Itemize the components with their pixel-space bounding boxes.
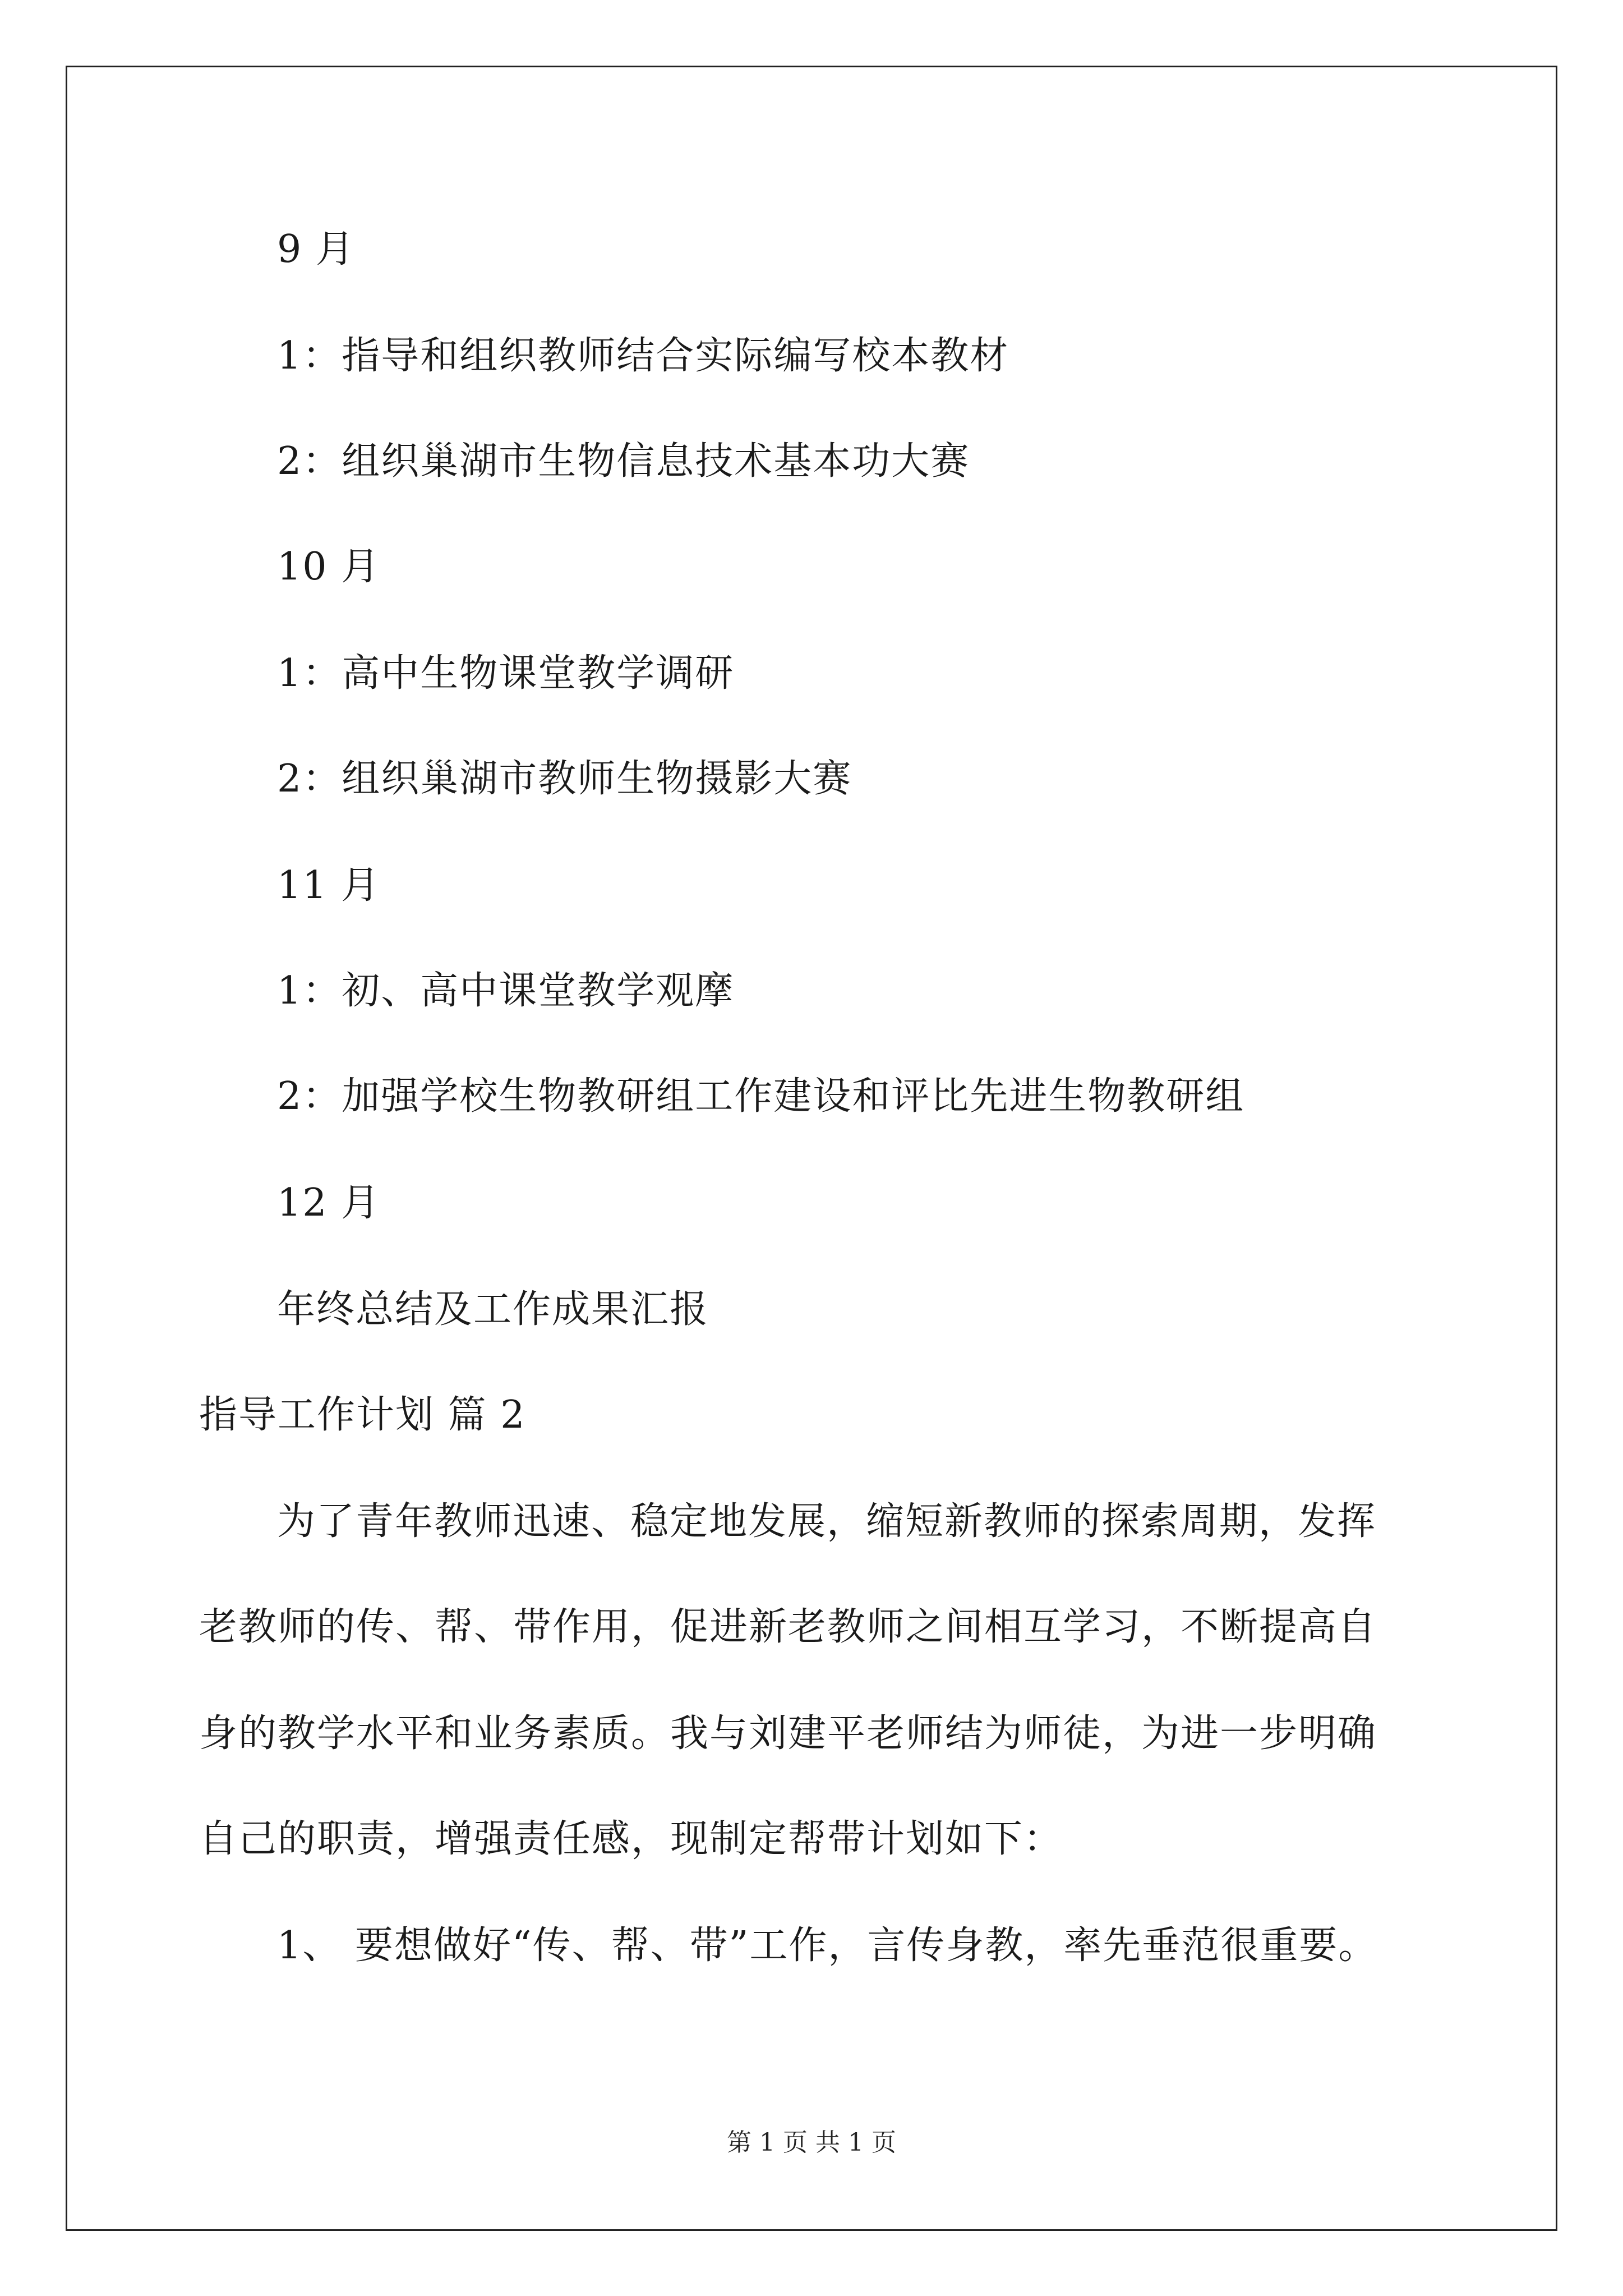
plan-item: 2：加强学校生物教研组工作建设和评比先进生物教研组 [277, 1074, 1245, 1119]
paragraph-line: 为了青年教师迅速、稳定地发展，缩短新教师的探索周期，发挥 [277, 1499, 1377, 1544]
month-heading-dec: 12 月 [277, 1181, 381, 1225]
paragraph-line: 自己的职责，增强责任感，现制定帮带计划如下： [199, 1817, 1063, 1861]
plan-item: 年终总结及工作成果汇报 [277, 1287, 709, 1332]
month-heading-nov: 11 月 [277, 863, 381, 908]
plan-item: 1：初、高中课堂教学观摩 [277, 969, 735, 1013]
plan-item: 1：高中生物课堂教学调研 [277, 651, 735, 696]
paragraph-line: 身的教学水平和业务素质。我与刘建平老师结为师徒，为进一步明确 [199, 1711, 1377, 1756]
page-frame [66, 66, 1557, 2231]
plan-item: 2：组织巢湖市教师生物摄影大赛 [277, 757, 852, 801]
plan-item: 2：组织巢湖市生物信息技术基本功大赛 [277, 439, 970, 484]
month-heading-sep: 9 月 [277, 227, 355, 272]
numbered-item: 1、 要想做好“传、帮、带”工作，言传身教，率先垂范很重要。 [277, 1924, 1378, 1968]
month-heading-oct: 10 月 [277, 545, 381, 589]
paragraph-line: 老教师的传、帮、带作用，促进新老教师之间相互学习，不断提高自 [199, 1605, 1377, 1649]
plan-item: 1：指导和组织教师结合实际编写校本教材 [277, 334, 1009, 378]
page-footer: 第 1 页 共 1 页 [727, 2128, 896, 2157]
section-heading: 指导工作计划 篇 2 [199, 1393, 526, 1437]
